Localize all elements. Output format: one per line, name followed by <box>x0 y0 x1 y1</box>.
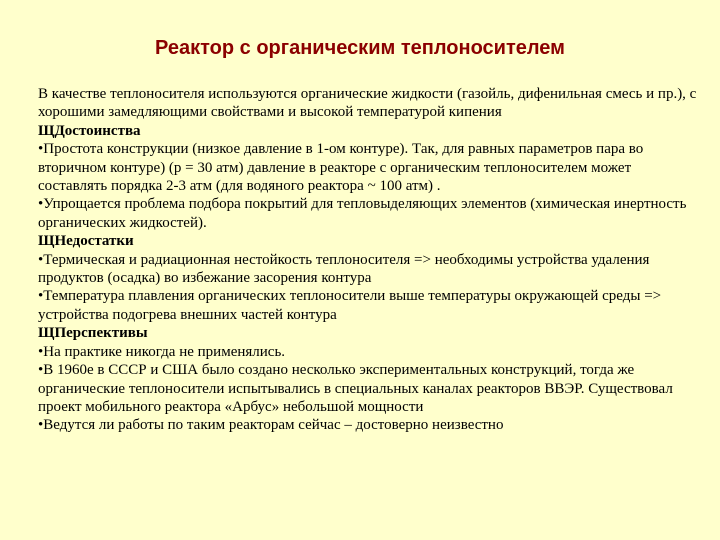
bullet-icon: • <box>38 141 44 158</box>
section-marker: Щ <box>38 325 55 342</box>
bullet-icon: • <box>38 196 44 213</box>
bullet-icon: • <box>38 343 44 360</box>
bullet-icon: • <box>38 251 44 268</box>
slide-title: Реактор с органическим теплоносителем <box>155 37 565 59</box>
bullet-item <box>38 140 702 195</box>
bullet-icon: • <box>38 417 44 434</box>
bullet-text: Простота конструкции (низкое давление в 1-ом контуре). Так, для равных параметров пара во вторичном контуре) (p = 30 атм) давление в реакторе с органическим теплоносителем может составлять порядка 2-3 атм (для водяного реактора ~ 100 атм) . <box>38 141 644 195</box>
section-heading-advantages <box>38 122 702 140</box>
bullet-item <box>38 195 702 232</box>
intro-paragraph: В качестве теплоносителя используются органические жидкости (газойль, дифенильная смесь и пр.), с хорошими замедляющими свойствами и высокой температурой кипения <box>38 86 697 121</box>
section-heading-prospects <box>38 324 702 342</box>
bullet-text: В 1960е в СССР и США было создано несколько экспериментальных конструкций, тогда же органические теплоносители испытывались в специальных каналах реакторов ВВЭР. Существовал проект мобильного реактора «Арбус» небольшой мощности <box>38 362 673 415</box>
section-marker: Щ <box>38 122 55 139</box>
bullet-text: Термическая и радиационная нестойкость теплоносителя => необходимы устройства удаления продуктов (осадка) во избежание засорения контура <box>38 251 650 287</box>
bullet-text: Температура плавления органических теплоносители выше температуры окружающей среды => устройства подогрева внешних частей контура <box>38 288 662 323</box>
slide-body <box>38 85 702 435</box>
bullet-item <box>38 343 702 361</box>
bullet-text: Упрощается проблема подбора покрытий для тепловыделяющих элементов (химическая инертность органических жидкостей). <box>38 196 687 231</box>
bullet-item <box>38 287 702 324</box>
bullet-item <box>38 251 702 288</box>
bullet-item <box>38 416 702 434</box>
section-marker: Щ <box>38 233 55 250</box>
bullet-item <box>38 361 702 416</box>
bullet-text: Ведутся ли работы по таким реакторам сейчас – достоверно неизвестно <box>43 417 504 434</box>
section-heading-label: Достоинства <box>54 122 141 139</box>
bullet-text: На практике никогда не применялись. <box>43 343 286 360</box>
section-heading-label: Недостатки <box>54 233 134 250</box>
section-heading-label: Перспективы <box>54 325 148 342</box>
bullet-icon: • <box>38 362 44 379</box>
bullet-icon: • <box>38 288 44 305</box>
section-heading-disadvantages <box>38 232 702 250</box>
